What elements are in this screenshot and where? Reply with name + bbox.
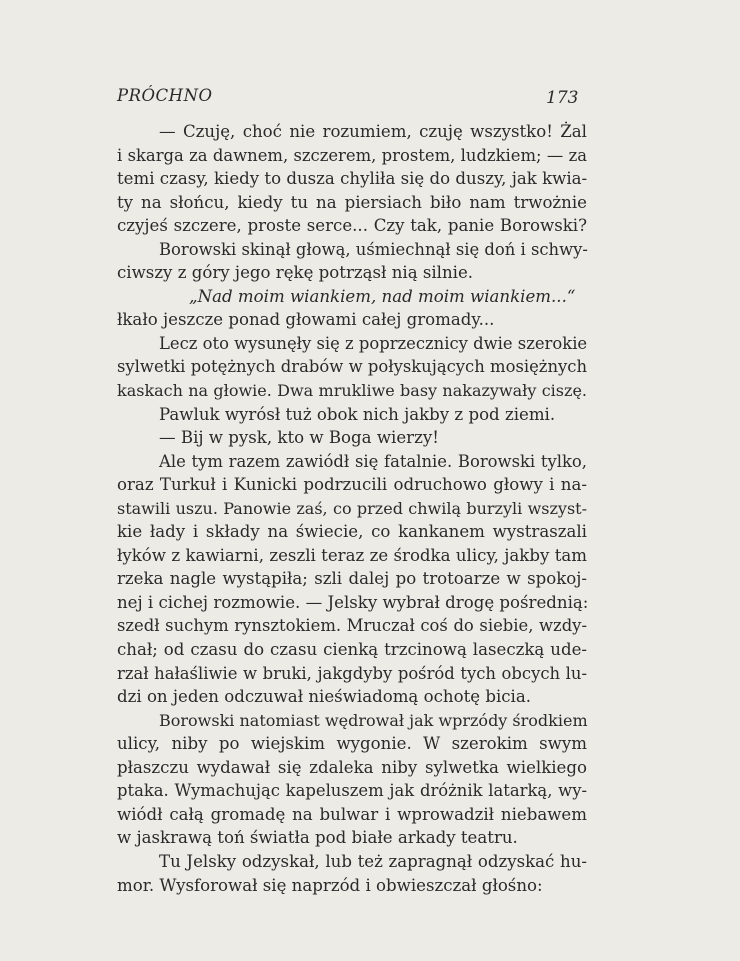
- text-line: Tu Jelsky odzyskał, lub też zapragnął odzyskać hu-: [159, 851, 587, 871]
- text-line: dzi on jeden odczuwał nieświadomą ochotę bicia.: [117, 687, 532, 707]
- text-line: chał; od czasu do czasu cienką trzcinową laseczką ude-: [117, 640, 587, 660]
- text-line: w jaskrawą toń światła pod białe arkady teatru.: [117, 828, 518, 848]
- running-head-title: PRÓCHNO: [117, 86, 213, 105]
- text-line: płaszczu wydawał się zdaleka niby sylwetka wielkiego: [117, 757, 587, 777]
- text-line: Pawluk wyrósł tuż obok nich jakby z pod ziemi.: [159, 404, 556, 424]
- text-line: temi czasy, kiedy to dusza chyliła się do duszy, jak kwia-: [117, 169, 588, 189]
- body-text: [117, 120, 587, 897]
- text-line: Ale tym razem zawiódł się fatalnie. Borowski tylko,: [159, 451, 587, 471]
- text-line: łyków z kawiarni, zeszli teraz ze środka ulicy, jakby tam: [117, 545, 587, 565]
- text-line: ptaka. Wymachując kapeluszem jak dróżnik latarką, wy-: [117, 781, 587, 801]
- song-quote-line: „Nad moim wiankiem, nad moim wiankiem...“: [189, 286, 576, 306]
- text-line: Lecz oto wysunęły się z poprzecznicy dwie szerokie: [159, 333, 588, 353]
- text-line: Borowski skinął głową, uśmiechnął się doń i schwy-: [159, 239, 588, 259]
- text-line: — Bij w pysk, kto w Boga wierzy!: [159, 428, 439, 448]
- text-line: nej i cichej rozmowie. — Jelsky wybrał drogę pośrednią:: [117, 592, 589, 612]
- text-line: kie łady i składy na świecie, co kankanem wystraszali: [117, 522, 587, 542]
- text-line: kaskach na głowie. Dwa mrukliwe basy nakazywały ciszę.: [117, 381, 587, 401]
- text-line: szedł suchym rynsztokiem. Mruczał coś do siebie, wzdy-: [117, 616, 587, 636]
- text-line: ciwszy z góry jego rękę potrząsł nią silnie.: [117, 263, 474, 283]
- text-line: rzał hałaśliwie w bruki, jakgdyby pośród tych obcych lu-: [117, 663, 587, 683]
- page-number: 173: [546, 88, 579, 108]
- text-line: i skarga za dawnem, szczerem, prostem, ludzkiem; — za: [117, 145, 587, 165]
- text-line: rzeka nagle wystąpiła; szli dalej po trotoarze w spokoj-: [117, 569, 587, 589]
- text-line: oraz Turkuł i Kunicki podrzucili odruchowo głowy i na-: [117, 475, 587, 495]
- text-line: stawili uszu. Panowie zaś, co przed chwilą burzyli wszyst-: [117, 498, 587, 518]
- text-line: Borowski natomiast wędrował jak wprzódy środkiem: [159, 710, 588, 730]
- text-line: ulicy, niby po wiejskim wygonie. W szerokim swym: [117, 734, 587, 754]
- text-line: — Czuję, choć nie rozumiem, czuję wszystko! Żal: [159, 122, 587, 141]
- text-line: wiódł całą gromadę na bulwar i wprowadził niebawem: [117, 804, 587, 824]
- text-line: sylwetki potężnych drabów w połyskujących mosiężnych: [117, 357, 587, 377]
- text-line: czyjeś szczere, proste serce... Czy tak, panie Borowski?: [117, 216, 587, 236]
- text-line: łkało jeszcze ponad głowami całej gromady...: [117, 310, 495, 330]
- text-line: mor. Wysforował się naprzód i obwieszczał głośno:: [117, 875, 543, 895]
- text-line: ty na słońcu, kiedy tu na piersiach biło nam trwożnie: [117, 192, 587, 212]
